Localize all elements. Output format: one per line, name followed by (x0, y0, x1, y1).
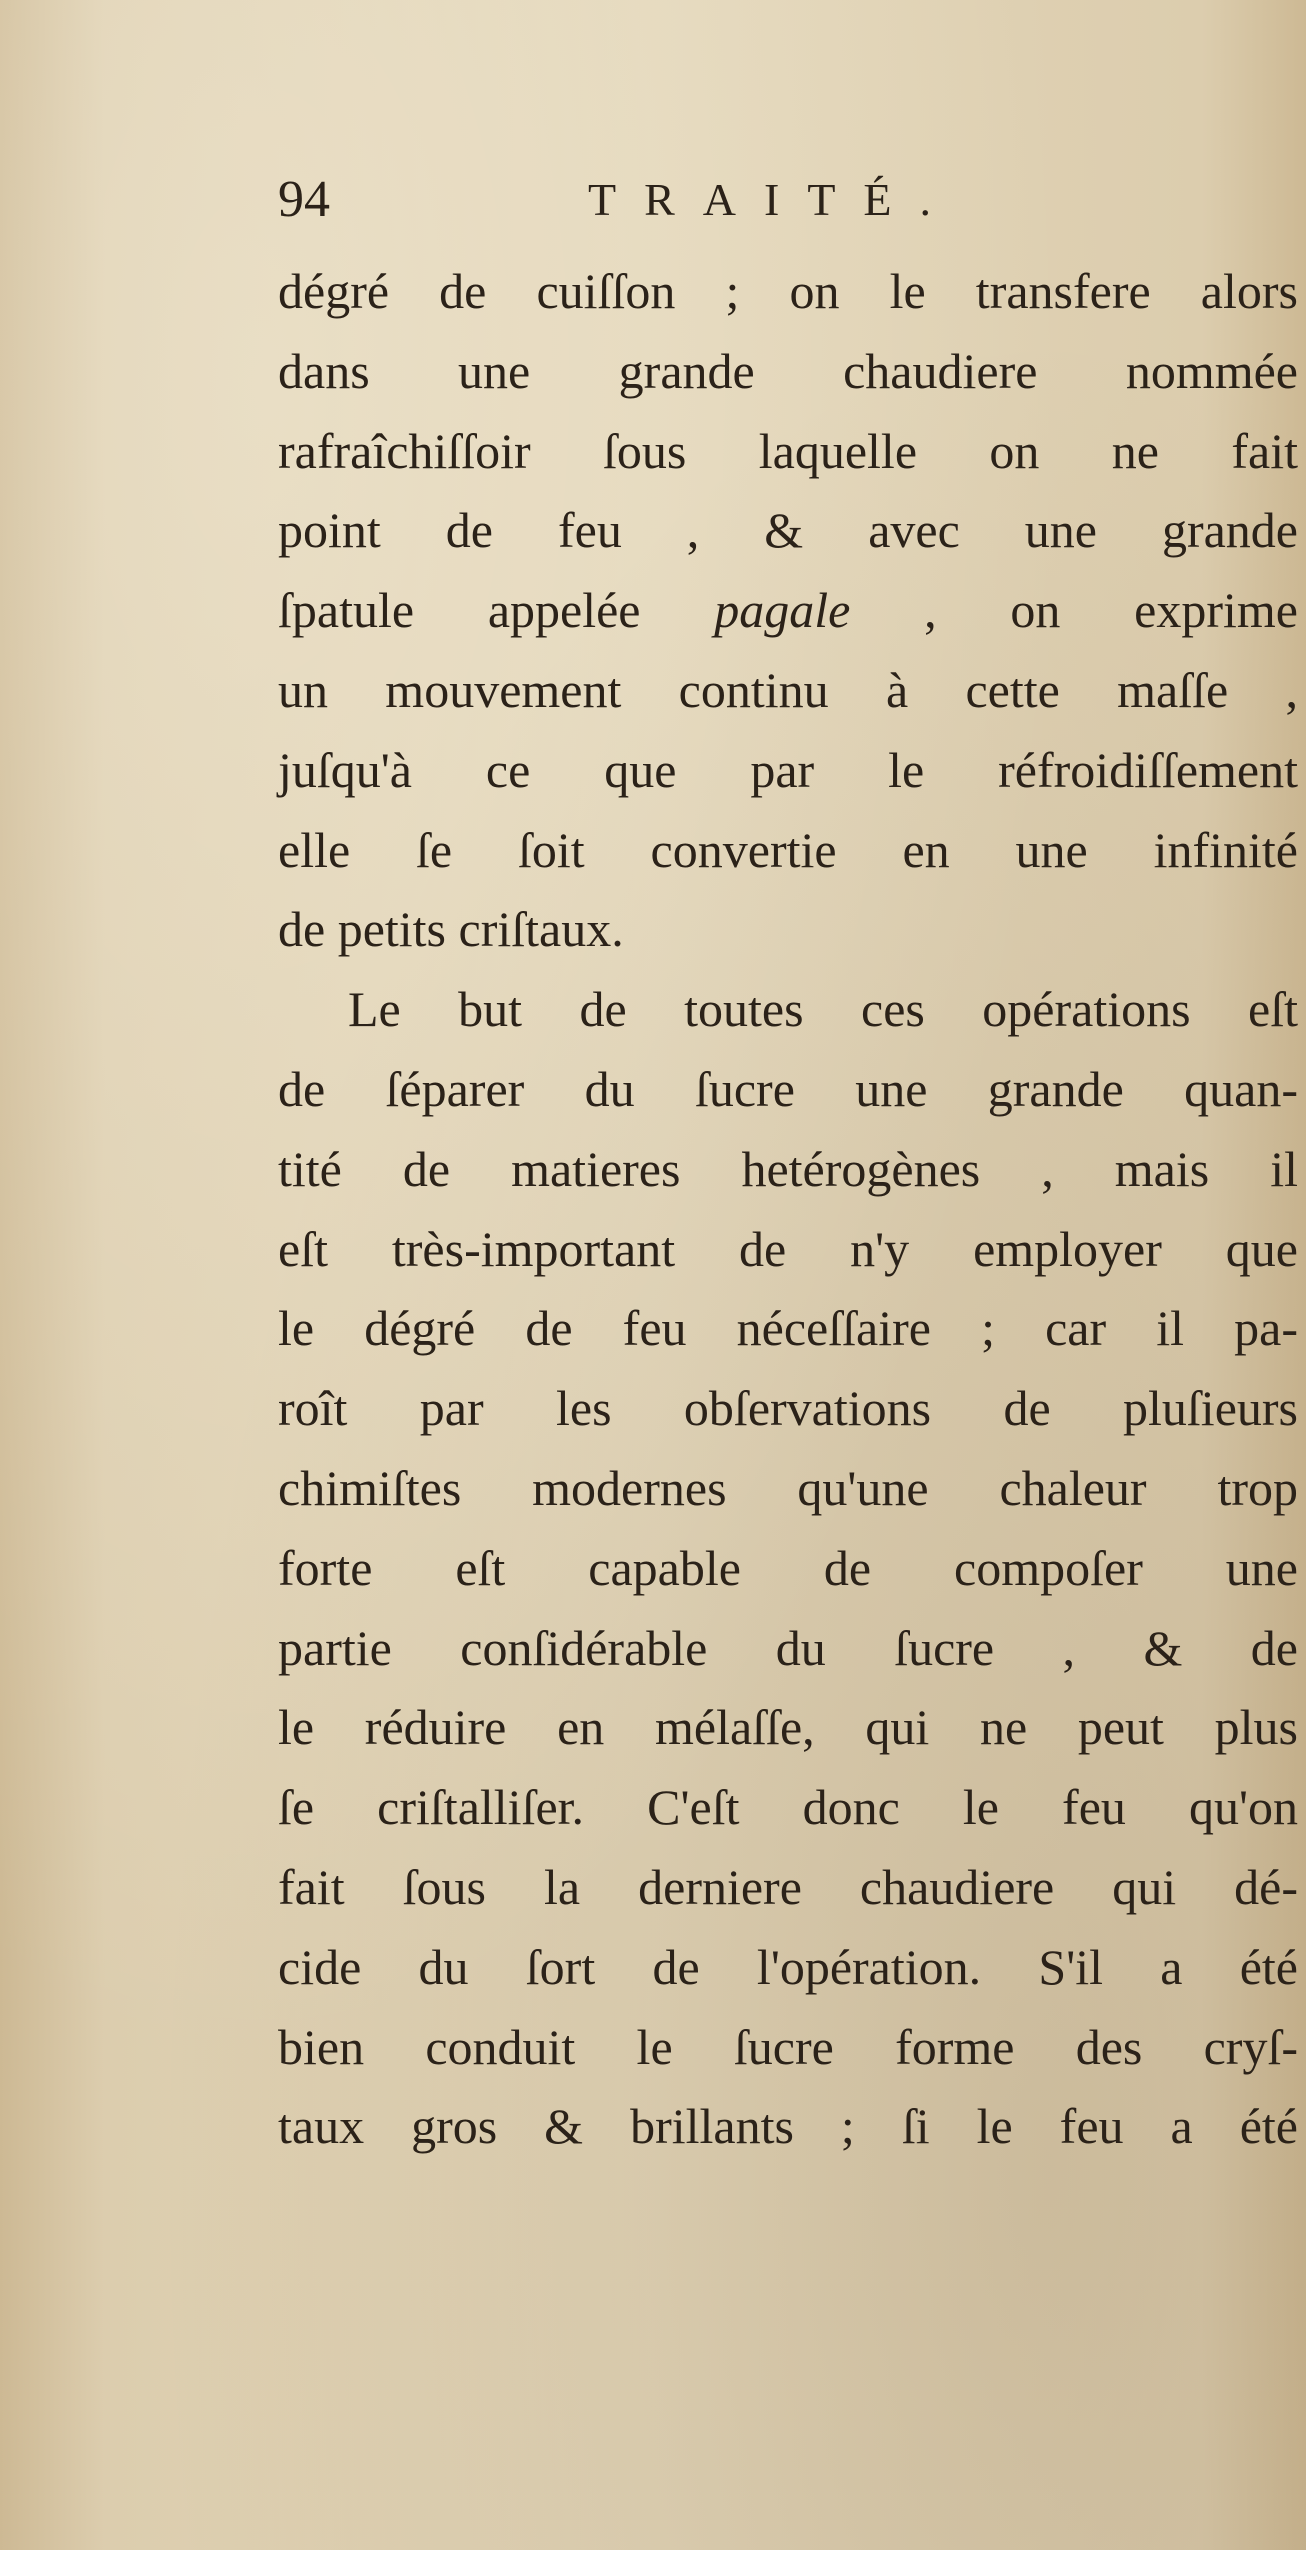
text-line-paragraph-end: de petits criſtaux. (278, 901, 624, 958)
text-line: dégré de cuiſſon ; on le transfere alors (278, 263, 1298, 319)
text-line: cide du ſort de l'opération. S'il a été (278, 1938, 1298, 1995)
running-head: TRAITÉ. (588, 174, 960, 225)
text-line: chimiſtes modernes qu'une chaleur trop (278, 1459, 1298, 1516)
text-line-paragraph-start: Le but de toutes ces opérations eſt (348, 981, 1298, 1038)
text-line: point de feu , & avec une grande (278, 502, 1298, 559)
text-line: bien conduit le ſucre forme des cryſ- (278, 2018, 1298, 2075)
text-line: fait ſous la derniere chaudiere qui dé- (278, 1858, 1298, 1915)
text-line: le réduire en mélaſſe, qui ne peut plus (278, 1699, 1298, 1756)
text-line: ſe criſtalliſer. C'eſt donc le feu qu'on (278, 1779, 1298, 1836)
text-line: elle ſe ſoit convertie en une infinité (278, 821, 1298, 878)
text-line-start: ſpatule appelée (278, 582, 715, 639)
body-text (278, 252, 1298, 2167)
text-line: roît par les obſervations de pluſieurs (278, 1380, 1298, 1437)
text-line: forte eſt capable de compoſer une (278, 1539, 1298, 1596)
text-line: de ſéparer du ſucre une grande quan- (278, 1060, 1298, 1117)
text-line: partie conſidérable du ſucre , & de (278, 1619, 1298, 1676)
italic-term: pagale (714, 582, 851, 639)
text-line: un mouvement continu à cette maſſe , (278, 661, 1298, 718)
page-number: 94 (278, 171, 330, 228)
text-line: tité de matieres hetérogènes , mais il (278, 1140, 1298, 1197)
text-line: eſt très-important de n'y employer que (278, 1220, 1298, 1277)
text-line: juſqu'à ce que par le réfroidiſſement (278, 741, 1298, 798)
text-line: dans une grande chaudiere nommée (278, 342, 1298, 399)
text-line: le dégré de feu néceſſaire ; car il pa- (278, 1300, 1298, 1357)
text-line: rafraîchiſſoir ſous laquelle on ne fait (278, 422, 1298, 479)
page-header (278, 160, 1258, 240)
text-line: taux gros & brillants ; ſi le feu a été (278, 2098, 1298, 2155)
text-line (278, 571, 1298, 651)
text-line-end: , on exprime (850, 582, 1298, 639)
